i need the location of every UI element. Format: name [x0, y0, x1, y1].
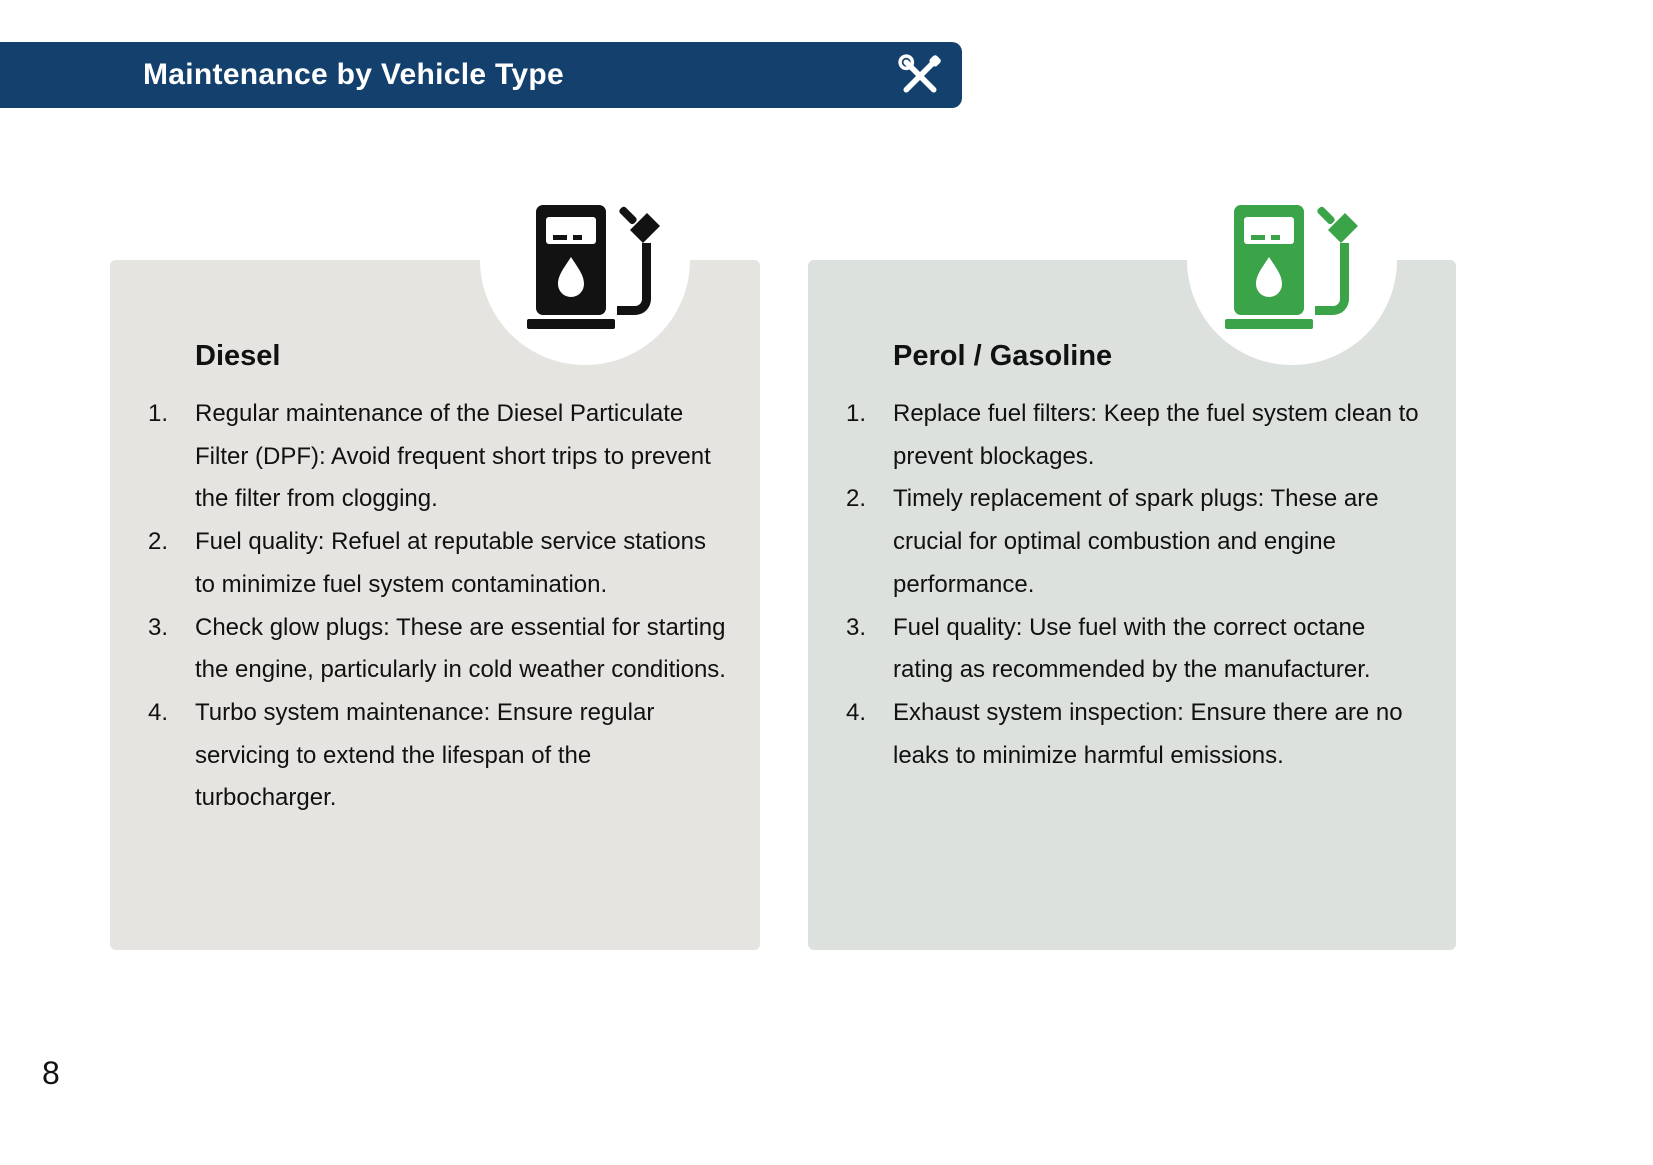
list-item: Fuel quality: Refuel at reputable service stations to minimize fuel system contamination. — [195, 528, 706, 598]
list-item: Fuel quality: Use fuel with the correct octane rating as recommended by the manufacturer. — [893, 613, 1371, 684]
petrol-card — [808, 260, 1456, 950]
list-item: Replace fuel filters: Keep the fuel system clean to prevent blockages. — [893, 400, 1419, 470]
card-title-diesel: Diesel — [195, 340, 281, 372]
fuel-pump-icon — [527, 205, 662, 330]
page-number: 8 — [42, 1055, 60, 1091]
list-item: Check glow plugs: These are essential for starting the engine, particularly in cold weather conditions. — [195, 613, 726, 684]
fuel-pump-icon — [1225, 205, 1360, 330]
header-bar — [0, 42, 962, 108]
list-item: Regular maintenance of the Diesel Particulate Filter (DPF): Avoid frequent short trips to prevent the filter from clogging. — [195, 400, 711, 513]
diesel-card — [110, 260, 760, 950]
list-item: Timely replacement of spark plugs: These are crucial for optimal combustion and engine performance. — [893, 485, 1379, 598]
list-item: Exhaust system inspection: Ensure there are no leaks to minimize harmful emissions. — [893, 699, 1403, 769]
card-title-petrol: Perol / Gasoline — [893, 340, 1113, 372]
list-item: Turbo system maintenance: Ensure regular servicing to extend the lifespan of the turbocharger. — [195, 699, 655, 812]
tools-icon — [898, 54, 942, 98]
diesel-maintenance-list — [148, 393, 730, 820]
page-title: Maintenance by Vehicle Type — [143, 58, 565, 91]
petrol-maintenance-list — [846, 393, 1426, 777]
